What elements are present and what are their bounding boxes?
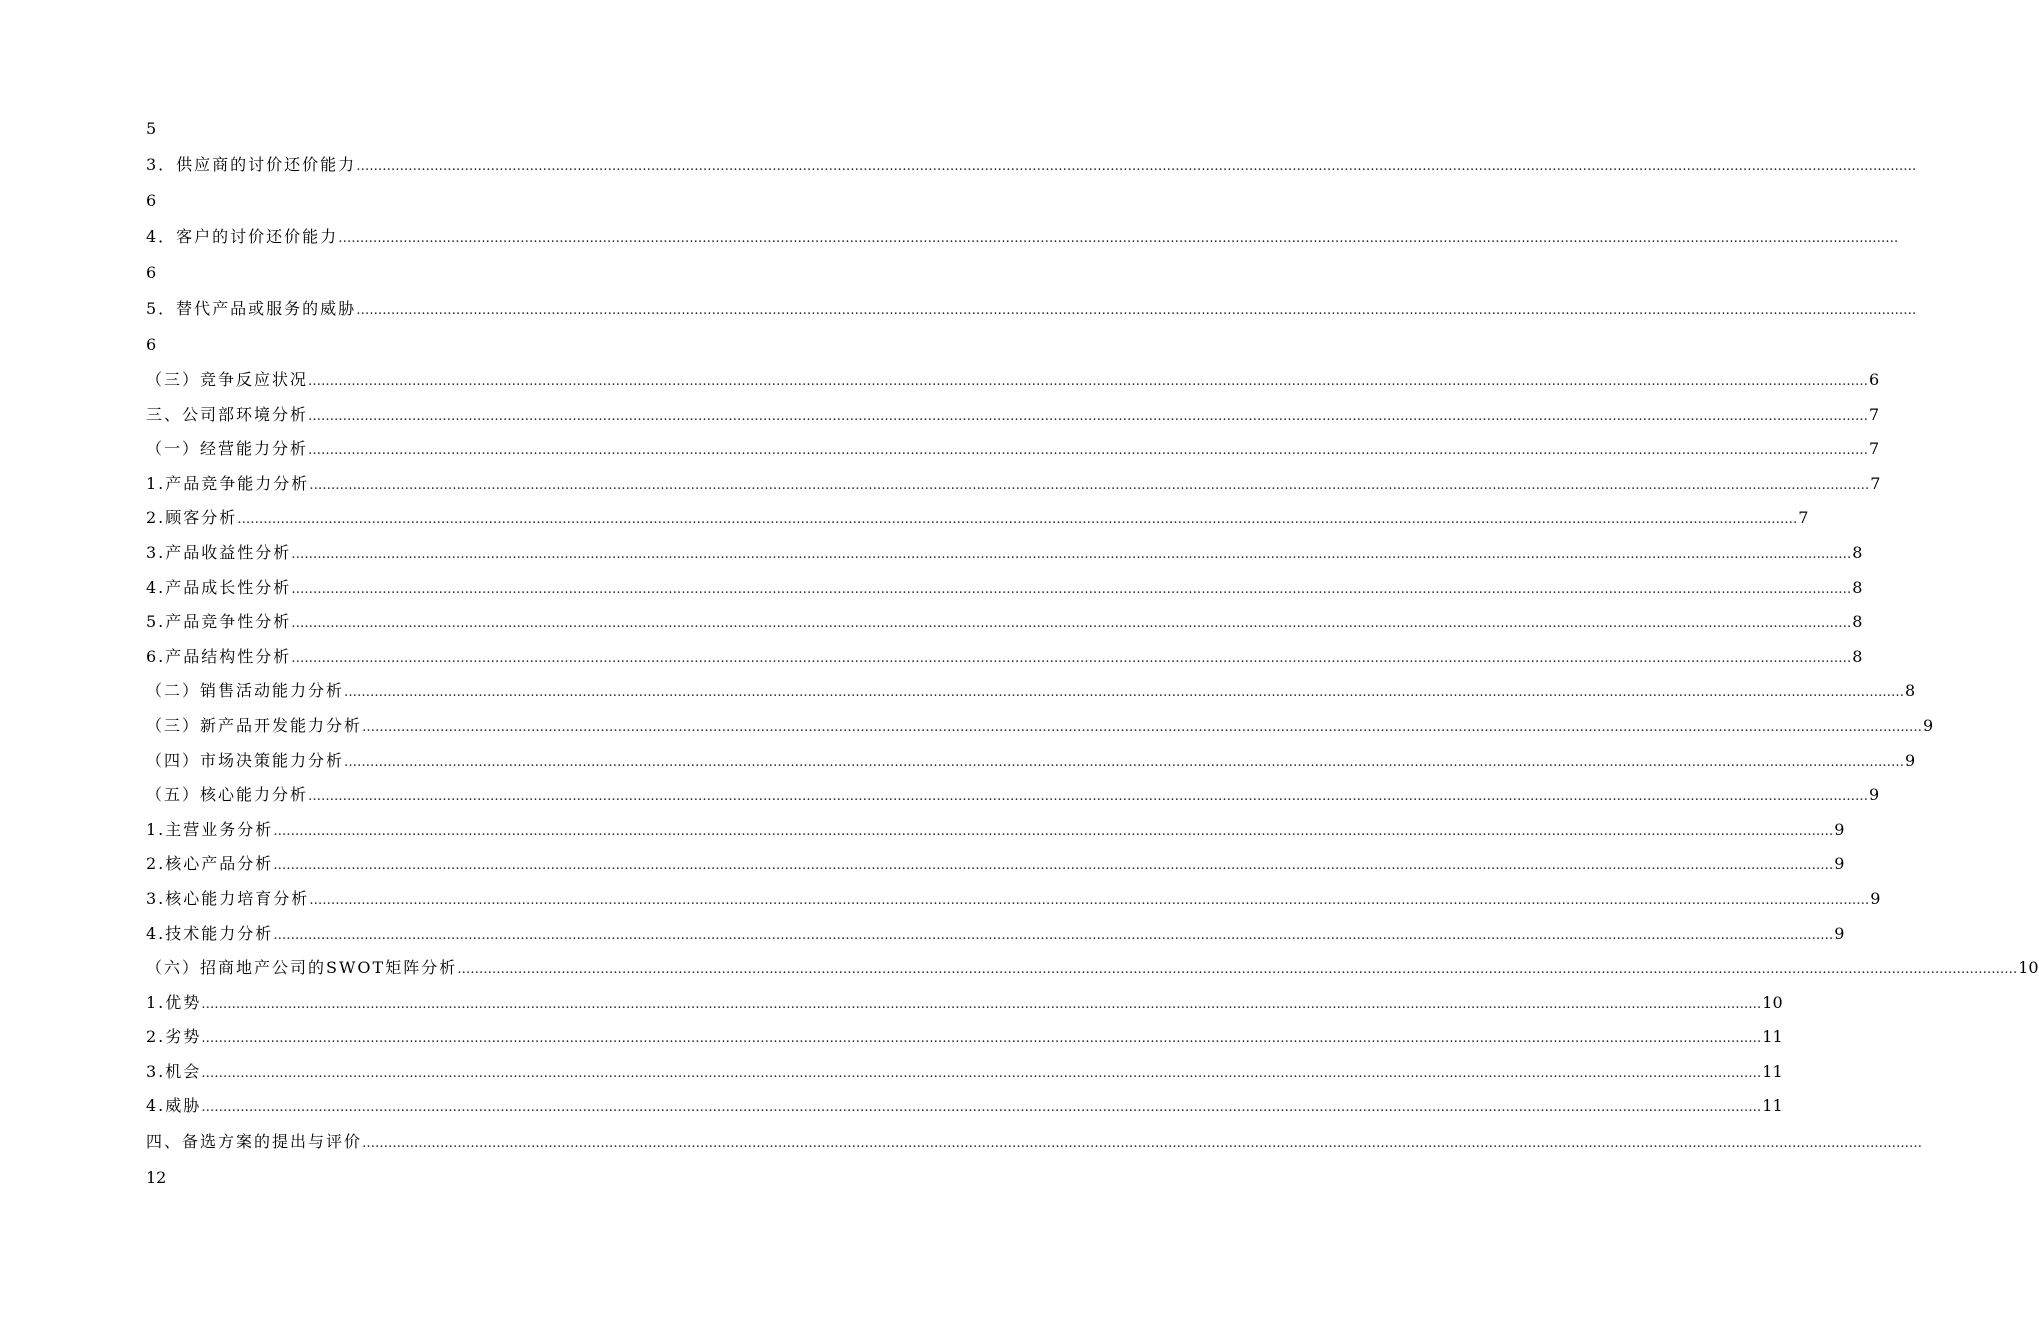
toc-entry-page-number: 8 [1852, 577, 1863, 597]
toc-entry [146, 1020, 1783, 1055]
toc-entry-page-line [146, 255, 809, 291]
toc-entry-page-number: 11 [1762, 1027, 1783, 1047]
toc-entry-page-number: 9 [1869, 785, 1880, 805]
toc-entry [146, 847, 1845, 882]
toc-dot-leader: ……………………………………………………………………………………………………………………………………………………………………………………………………………………………………………………………………………………………………………………………… [273, 858, 1834, 874]
toc-entry [146, 398, 1880, 433]
toc-dot-leader: ……………………………………………………………………………………………………………………………………………………………………………………………………………………………………………………………………………………………………………………………… [457, 962, 2018, 978]
toc-dot-leader: ……………………………………………………………………………………………………………………………………………………………………………………………………………………………………………………………………………………………………………………………… [291, 650, 1852, 666]
toc-entry-title: 三、公司部环境分析 [146, 404, 309, 424]
toc-entry [146, 1124, 1923, 1160]
toc-entry-title: （四）市场决策能力分析 [146, 750, 345, 770]
toc-entry-title: 5.产品竞争性分析 [146, 612, 292, 632]
toc-entry [146, 291, 1917, 327]
toc-entry [146, 986, 1783, 1021]
toc-dot-leader: ……………………………………………………………………………………………………………………………………………………………………………………………………………………………………………………………………………………………………………………………… [201, 1100, 1762, 1116]
toc-entry-page-number: 6 [146, 191, 157, 210]
toc-dot-leader: ……………………………………………………………………………………………………………………………………………………………………………………………………………………………………………………………………………………………………………………………… [308, 789, 1869, 805]
toc-entry [146, 605, 1863, 640]
toc-entry [146, 917, 1845, 952]
toc-entry-page-line [146, 327, 809, 363]
toc-entry-page-number: 9 [1834, 819, 1845, 839]
toc-entry-page-number: 9 [1870, 888, 1881, 908]
toc-dot-leader: ……………………………………………………………………………………………………………………………………………………………………………………………………………………………………………………………………………………………………………………………… [309, 892, 1870, 908]
toc-entry-page-number: 7 [1869, 439, 1880, 459]
toc-entry [146, 571, 1863, 606]
toc-entry-title: 1.主营业务分析 [146, 819, 274, 839]
toc-entry-page-number: 9 [1834, 854, 1845, 874]
toc-entry-title: （六）招商地产公司的SWOT矩阵分析 [146, 958, 458, 978]
toc-dot-leader: ……………………………………………………………………………………………………………………………………………………………………………………………………………………………………………………………………………………………………………………………… [362, 1136, 1923, 1152]
toc-entry-title: 2.劣势 [146, 1027, 202, 1047]
toc-entry-title: 2.顾客分析 [146, 508, 238, 528]
toc-dot-leader: ……………………………………………………………………………………………………………………………………………………………………………………………………………………………………………………………………………………………………………………………… [308, 374, 1869, 389]
toc-entry-title: 4.产品成长性分析 [146, 577, 292, 597]
toc-entry-page-number: 11 [1762, 1061, 1783, 1081]
toc-entry [146, 363, 1880, 398]
toc-entry [146, 813, 1845, 848]
toc-entry-title: 2.核心产品分析 [146, 854, 274, 874]
toc-entry-title: 4．客户的讨价还价能力 [146, 227, 339, 246]
toc-entry-title: （一）经营能力分析 [146, 439, 309, 459]
toc-entry-title: 4.技术能力分析 [146, 923, 274, 943]
toc-entry-title: （三）新产品开发能力分析 [146, 715, 363, 735]
toc-dot-leader: ……………………………………………………………………………………………………………………………………………………………………………………………………………………………………………………………………………………………………………………………… [344, 685, 1905, 701]
toc-dot-leader: ……………………………………………………………………………………………………………………………………………………………………………………………………………………………………………………………………………………………………………………………… [201, 1031, 1762, 1047]
toc-entry [146, 432, 1880, 467]
toc-dot-leader: ……………………………………………………………………………………………………………………………………………………………………………………………………………………………………………………………………………………………………………………………… [273, 823, 1834, 839]
toc-entry-page-number: 10 [2018, 958, 2039, 978]
toc-entry-title: 1.产品竞争能力分析 [146, 473, 310, 493]
toc-entry [146, 501, 1809, 536]
toc-entry-page-number: 8 [1852, 542, 1863, 562]
toc-dot-leader: ……………………………………………………………………………………………………………………………………………………………………………………………………………………………………………………………………………………………………………………………… [201, 996, 1762, 1012]
toc-dot-leader: ……………………………………………………………………………………………………………………………………………………………………………………………………………………………………………………………………………………………………………………………… [362, 719, 1923, 735]
toc-dot-leader: ……………………………………………………………………………………………………………………………………………………………………………………………………………………………………………………………………………………………………………………………… [291, 581, 1852, 597]
toc-entry-page-number: 5 [146, 119, 157, 138]
toc-entry-page-number: 11 [1762, 1096, 1783, 1116]
toc-dot-leader: ……………………………………………………………………………………………………………………………………………………………………………………………………………………………………………………………………………………………………………………………… [356, 159, 1917, 174]
toc-dot-leader: ……………………………………………………………………………………………………………………………………………………………………………………………………………………………………………………………………………………………………………………………… [309, 477, 1870, 493]
toc-entry-title: 1.优势 [146, 992, 202, 1012]
toc-entry-page-number: 6 [1869, 370, 1880, 389]
toc-entry [146, 1089, 1783, 1124]
toc-entry-title: 四、备选方案的提出与评价 [146, 1132, 363, 1152]
toc-entry [146, 467, 1881, 502]
toc-entry [146, 951, 2039, 986]
toc-entry-page-number: 9 [1905, 750, 1916, 770]
toc-entry-page-number: 9 [1923, 715, 1934, 735]
toc-entry-page-number: 7 [1798, 508, 1809, 528]
toc-entry [146, 882, 1881, 917]
toc-dot-leader: ……………………………………………………………………………………………………………………………………………………………………………………………………………………………………………………………………………………………………………………………… [338, 231, 1899, 246]
toc-entry-page-number: 8 [1852, 612, 1863, 632]
toc-entry [146, 219, 1899, 255]
toc-entry-title: 5．替代产品或服务的威胁 [146, 299, 357, 318]
toc-dot-leader: ……………………………………………………………………………………………………………………………………………………………………………………………………………………………………………………………………………………………………………………………… [291, 616, 1852, 632]
toc-entry-page-number: 7 [1869, 404, 1880, 424]
toc-entry-page-line [146, 183, 809, 219]
toc-entry-page-line [146, 111, 809, 147]
toc-entry [146, 744, 1916, 779]
toc-entry [146, 536, 1863, 571]
table-of-contents [146, 111, 2039, 1196]
toc-entry-title: （三）竞争反应状况 [146, 370, 309, 389]
toc-entry-title: 3.核心能力培育分析 [146, 888, 310, 908]
toc-entry-title: （二）销售活动能力分析 [146, 681, 345, 701]
toc-entry [146, 1055, 1783, 1090]
toc-dot-leader: ……………………………………………………………………………………………………………………………………………………………………………………………………………………………………………………………………………………………………………………………… [237, 512, 1798, 528]
toc-dot-leader: ……………………………………………………………………………………………………………………………………………………………………………………………………………………………………………………………………………………………………………………………… [308, 408, 1869, 424]
toc-entry-page-number: 9 [1834, 923, 1845, 943]
toc-dot-leader: ……………………………………………………………………………………………………………………………………………………………………………………………………………………………………………………………………………………………………………………………… [356, 303, 1917, 318]
toc-dot-leader: ……………………………………………………………………………………………………………………………………………………………………………………………………………………………………………………………………………………………………………………………… [291, 546, 1852, 562]
toc-entry-page-number: 10 [1762, 992, 1783, 1012]
toc-entry-page-number: 8 [1852, 646, 1863, 666]
toc-entry [146, 640, 1863, 675]
toc-entry-page-number: 8 [1905, 681, 1916, 701]
toc-entry-page-number: 6 [146, 263, 157, 282]
toc-entry-title: （五）核心能力分析 [146, 785, 309, 805]
toc-entry-title: 3．供应商的讨价还价能力 [146, 155, 357, 174]
toc-entry-page-number: 6 [146, 335, 157, 354]
toc-dot-leader: ……………………………………………………………………………………………………………………………………………………………………………………………………………………………………………………………………………………………………………………………… [308, 443, 1869, 459]
toc-entry-title: 3.机会 [146, 1061, 202, 1081]
toc-entry-title: 3.产品收益性分析 [146, 542, 292, 562]
toc-entry-title: 4.威胁 [146, 1096, 202, 1116]
toc-entry-page-number: 7 [1870, 473, 1881, 493]
toc-entry [146, 147, 1917, 183]
toc-entry [146, 709, 1934, 744]
toc-dot-leader: ……………………………………………………………………………………………………………………………………………………………………………………………………………………………………………………………………………………………………………………………… [273, 927, 1834, 943]
toc-entry-page-line [146, 1160, 809, 1196]
toc-entry [146, 778, 1880, 813]
toc-entry-page-number: 12 [146, 1168, 167, 1188]
toc-dot-leader: ……………………………………………………………………………………………………………………………………………………………………………………………………………………………………………………………………………………………………………………………… [344, 754, 1905, 770]
toc-entry [146, 674, 1916, 709]
toc-entry-title: 6.产品结构性分析 [146, 646, 292, 666]
toc-dot-leader: ……………………………………………………………………………………………………………………………………………………………………………………………………………………………………………………………………………………………………………………………… [201, 1065, 1762, 1081]
